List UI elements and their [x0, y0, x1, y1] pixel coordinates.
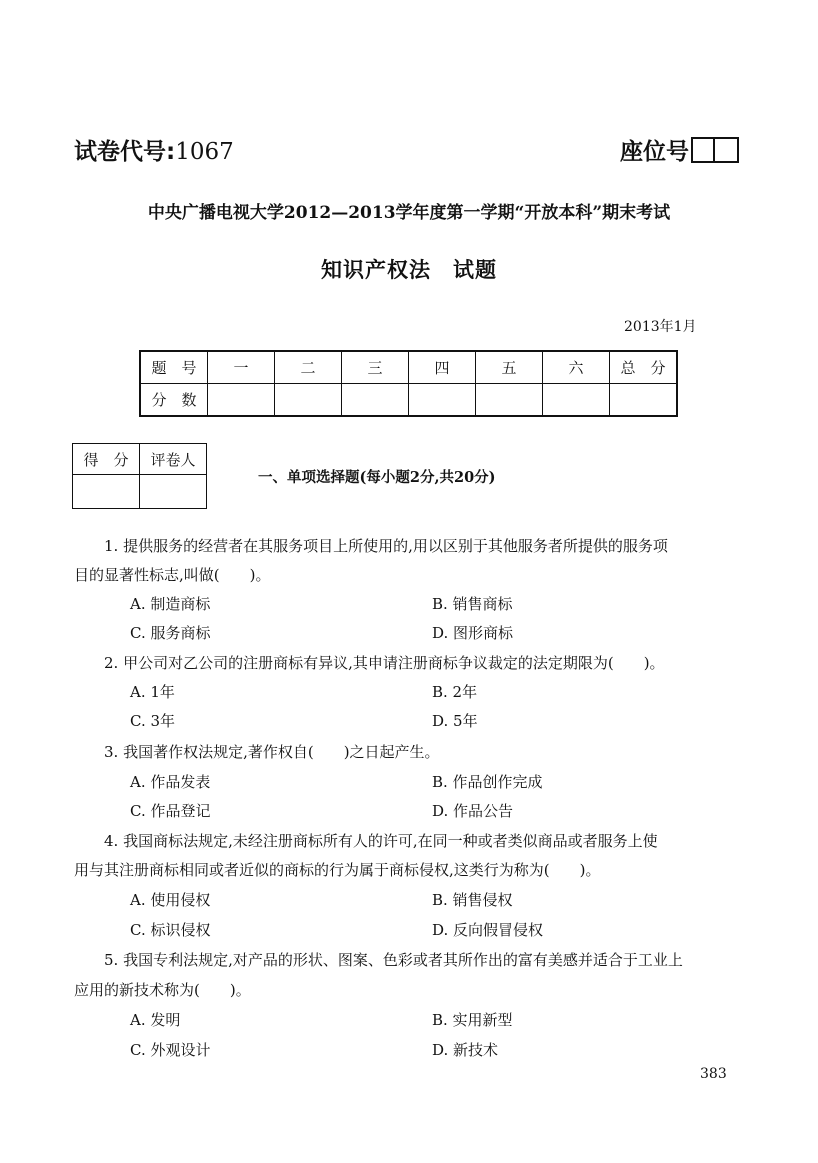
question-4-option-a[interactable]: A. 使用侵权 — [130, 891, 211, 909]
score-header-cell: 六 — [543, 351, 610, 384]
grader-score-label: 得 分 — [73, 444, 140, 475]
question-1-option-d[interactable]: D. 图形商标 — [432, 624, 514, 642]
question-3-option-b[interactable]: B. 作品创作完成 — [432, 773, 543, 791]
score-input-cell[interactable] — [275, 384, 342, 417]
grader-table-header-row — [73, 444, 207, 475]
question-2-option-c[interactable]: C. 3年 — [130, 712, 176, 730]
question-1-stem-line2: 目的显著性标志,叫做( )。 — [74, 566, 271, 584]
question-3-option-a[interactable]: A. 作品发表 — [130, 773, 211, 791]
page-number: 383 — [700, 1066, 727, 1082]
question-5-option-b[interactable]: B. 实用新型 — [432, 1011, 513, 1029]
score-table-score-row — [140, 384, 677, 417]
exam-subtitle: 中央广播电视大学2012—2013学年度第一学期“开放本科”期末考试 — [147, 203, 671, 223]
question-4-option-d[interactable]: D. 反向假冒侵权 — [432, 921, 544, 939]
question-1-stem-line1: 1. 提供服务的经营者在其服务项目上所使用的,用以区别于其他服务者所提供的服务项 — [104, 537, 668, 555]
question-2-option-a[interactable]: A. 1年 — [130, 683, 175, 701]
seat-box — [715, 137, 739, 163]
question-4-option-c[interactable]: C. 标识侵权 — [130, 921, 211, 939]
section-title: 一、单项选择题(每小题2分,共20分) — [258, 469, 496, 486]
seat-number-label: 座位号 — [620, 139, 689, 165]
score-input-cell[interactable] — [409, 384, 476, 417]
question-3-stem-line1: 3. 我国著作权法规定,著作权自( )之日起产生。 — [104, 743, 440, 761]
question-5-option-c[interactable]: C. 外观设计 — [130, 1041, 211, 1059]
question-2-option-b[interactable]: B. 2年 — [432, 683, 478, 701]
score-header-cell: 二 — [275, 351, 342, 384]
question-5-stem-line1: 5. 我国专利法规定,对产品的形状、图案、色彩或者其所作出的富有美感并适合于工业上 — [104, 951, 683, 969]
seat-number — [620, 133, 739, 166]
score-table — [139, 350, 678, 417]
score-header-cell: 一 — [208, 351, 275, 384]
grader-table — [72, 443, 207, 509]
score-input-cell[interactable] — [208, 384, 275, 417]
question-3-option-d[interactable]: D. 作品公告 — [432, 802, 514, 820]
score-input-cell[interactable] — [342, 384, 409, 417]
exam-code-label: 试卷代号: — [74, 139, 176, 165]
question-1-option-b[interactable]: B. 销售商标 — [432, 595, 513, 613]
seat-box — [691, 137, 715, 163]
question-2-option-d[interactable]: D. 5年 — [432, 712, 478, 730]
exam-code — [74, 133, 234, 166]
exam-date: 2013年1月 — [624, 319, 697, 335]
question-4-option-b[interactable]: B. 销售侵权 — [432, 891, 513, 909]
question-1-option-a[interactable]: A. 制造商标 — [130, 595, 211, 613]
question-3-option-c[interactable]: C. 作品登记 — [130, 802, 211, 820]
score-header-cell: 总 分 — [610, 351, 678, 384]
grader-name-cell[interactable] — [140, 475, 207, 509]
exam-code-value: 1067 — [175, 139, 234, 165]
question-5-option-a[interactable]: A. 发明 — [130, 1011, 181, 1029]
score-header-cell: 题 号 — [140, 351, 208, 384]
score-input-cell[interactable] — [543, 384, 610, 417]
question-5-stem-line2: 应用的新技术称为( )。 — [74, 981, 251, 999]
score-header-cell: 五 — [476, 351, 543, 384]
score-input-cell[interactable] — [610, 384, 678, 417]
seat-number-boxes — [691, 137, 739, 163]
grader-table-input-row — [73, 475, 207, 509]
exam-title: 知识产权法 试题 — [321, 258, 497, 282]
score-row-label: 分 数 — [140, 384, 208, 417]
grader-score-cell[interactable] — [73, 475, 140, 509]
score-input-cell[interactable] — [476, 384, 543, 417]
score-header-cell: 三 — [342, 351, 409, 384]
question-1-option-c[interactable]: C. 服务商标 — [130, 624, 211, 642]
grader-name-label: 评卷人 — [140, 444, 207, 475]
score-header-cell: 四 — [409, 351, 476, 384]
score-table-header-row — [140, 351, 677, 384]
question-5-option-d[interactable]: D. 新技术 — [432, 1041, 499, 1059]
question-2-stem-line1: 2. 甲公司对乙公司的注册商标有异议,其申请注册商标争议裁定的法定期限为( )。 — [104, 654, 665, 672]
question-4-stem-line2: 用与其注册商标相同或者近似的商标的行为属于商标侵权,这类行为称为( )。 — [74, 861, 601, 879]
question-4-stem-line1: 4. 我国商标法规定,未经注册商标所有人的许可,在同一种或者类似商品或者服务上使 — [104, 832, 658, 850]
